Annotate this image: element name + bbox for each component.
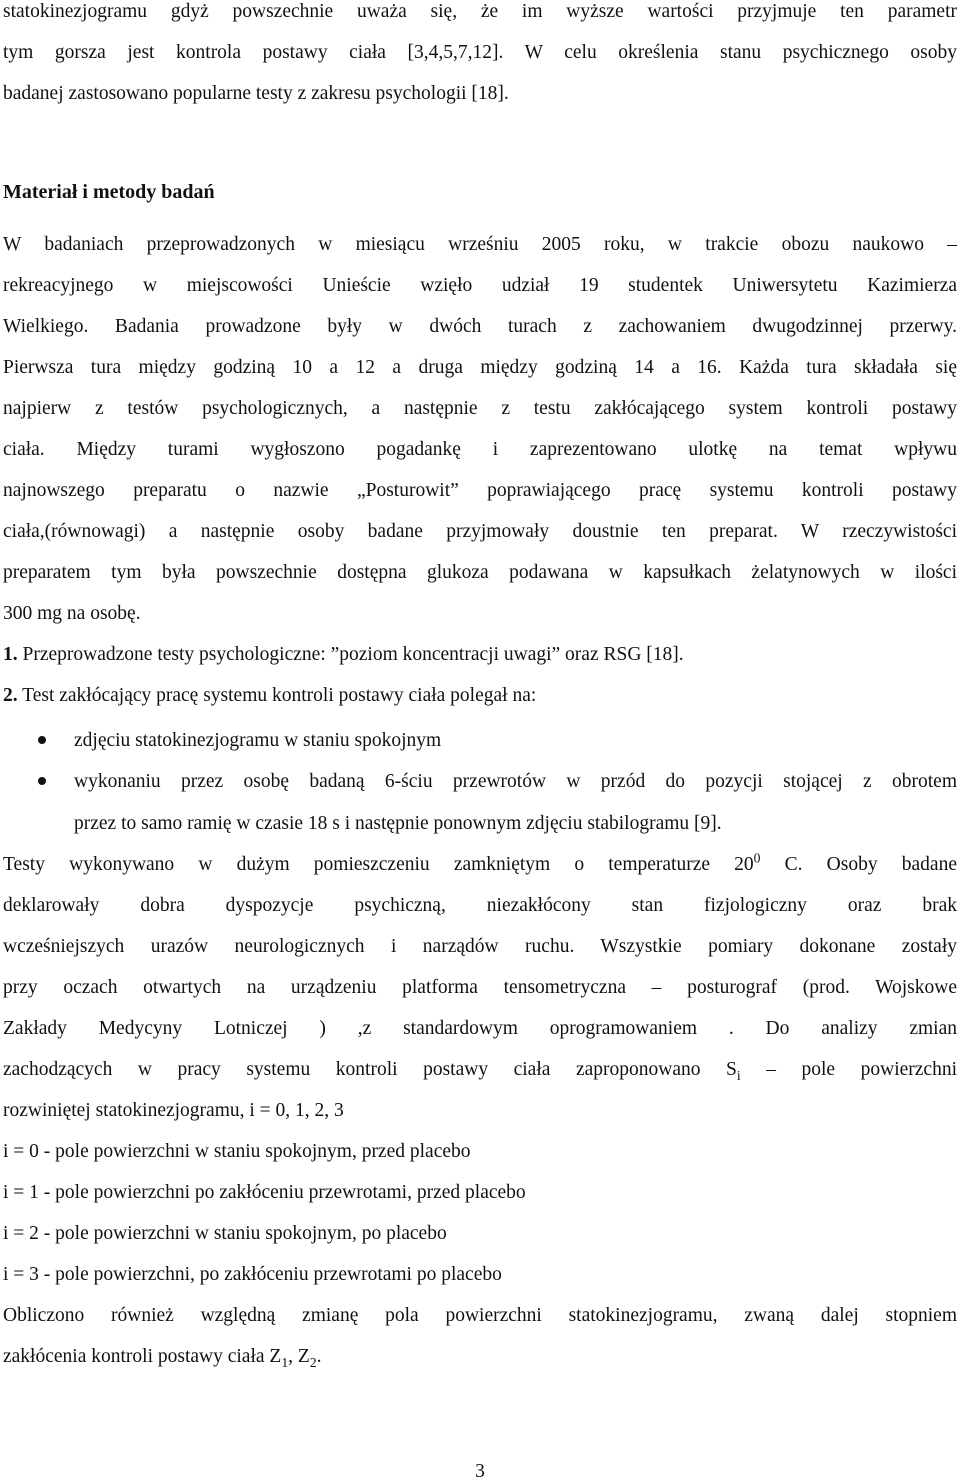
z-subscript-2: 2 bbox=[309, 1354, 317, 1370]
methods-line-4: Pierwsza tura między godziną 10 a 12 a druga między godziną 14 a 16. Każda tura składała się bbox=[3, 357, 957, 378]
intro-line-3: badanej zastosowano popularne testy z zakresu psychologii [18]. bbox=[3, 83, 509, 104]
methods-line-5: najpierw z testów psychologicznych, a następnie z testu zakłócającego system kontroli postawy bbox=[3, 398, 957, 419]
list-item-1-number: 1. bbox=[3, 644, 18, 665]
methods-line-6: ciała. Między turami wygłoszono pogadankę i zaprezentowano ulotkę na temat wpływu bbox=[3, 439, 957, 460]
body-line-3: przy oczach otwartych na urządzeniu platforma tensometryczna – posturograf (prod. Wojskowe bbox=[3, 977, 957, 998]
z-text: zakłócenia kontroli postawy ciała Z bbox=[3, 1346, 282, 1367]
bullet-item-2: wykonaniu przez osobę badaną 6-ściu przewrotów w przód do pozycji stojącej z obrotem bbox=[74, 771, 957, 792]
list-item-2 bbox=[3, 684, 957, 708]
temperature-text: Testy wykonywano w dużym pomieszczeniu zamkniętym o temperaturze 20 bbox=[3, 854, 754, 875]
si-text: zachodzących w pracy systemu kontroli postawy ciała zaproponowano S bbox=[3, 1059, 737, 1080]
si-text-after: – pole powierzchni bbox=[740, 1059, 957, 1080]
page-number: 3 bbox=[475, 1461, 485, 1482]
methods-line-10: 300 mg na osobę. bbox=[3, 603, 141, 624]
i-definition-1: i = 1 - pole powierzchni po zakłóceniu przewrotami, przed placebo bbox=[3, 1182, 526, 1203]
z-text-mid: , Z bbox=[288, 1346, 310, 1367]
intro-line-1: statokinezjogramu gdyż powszechnie uważa się, że im wyższe wartości przyjmuje ten parametr bbox=[3, 1, 957, 22]
methods-line-3: Wielkiego. Badania prowadzone były w dwóch turach z zachowaniem dwugodzinnej przerwy. bbox=[3, 316, 957, 337]
methods-line-1: W badaniach przeprowadzonych w miesiącu wrześniu 2005 roku, w trakcie obozu naukowo – bbox=[3, 234, 957, 255]
si-line bbox=[3, 1058, 957, 1082]
body-line-4: Zakłady Medycyny Lotniczej ) ,z standardowym oprogramowaniem . Do analizy zmian bbox=[3, 1018, 957, 1039]
z-text-after: . bbox=[316, 1346, 322, 1367]
intro-line-2: tym gorsza jest kontrola postawy ciała [3,4,5,7,12]. W celu określenia stanu psychicznego osoby bbox=[3, 42, 957, 63]
bullet-item-1: zdjęciu statokinezjogramu w staniu spokojnym bbox=[74, 730, 442, 751]
i-definition-0: i = 0 - pole powierzchni w staniu spokojnym, przed placebo bbox=[3, 1141, 471, 1162]
temperature-text-after: C. Osoby badane bbox=[760, 854, 957, 875]
body-line-1: deklarowały dobra dyspozycje psychiczną, niezakłócony stan fizjologiczny oraz brak bbox=[3, 895, 957, 916]
list-item-2-text: Test zakłócający pracę systemu kontroli postawy ciała polegał na: bbox=[17, 685, 537, 706]
i-definition-intro: rozwiniętej statokinezjogramu, i = 0, 1, 2, 3 bbox=[3, 1100, 344, 1121]
methods-line-8: ciała,(równowagi) a następnie osoby badane przyjmowały doustnie ten preparat. W rzeczywistości bbox=[3, 521, 957, 542]
body-line-2: wcześniejszych urazów neurologicznych i narządów ruchu. Wszystkie pomiary dokonane zostały bbox=[3, 936, 957, 957]
methods-line-9: preparatem tym była powszechnie dostępna glukoza podawana w kapsułkach żelatynowych w ilości bbox=[3, 562, 957, 583]
bullet-item-2-continued: przez to samo ramię w czasie 18 s i następnie ponownym zdjęciu stabilogramu [9]. bbox=[74, 813, 722, 834]
bullet-dot-icon bbox=[38, 736, 46, 744]
bullet-dot-icon bbox=[38, 777, 46, 785]
list-item-1-text: Przeprowadzone testy psychologiczne: ”poziom koncentracji uwagi” oraz RSG [18]. bbox=[17, 644, 684, 665]
methods-line-2: rekreacyjnego w miejscowości Unieście wzięło udział 19 studentek Uniwersytetu Kazimierza bbox=[3, 275, 957, 296]
i-definition-2: i = 2 - pole powierzchni w staniu spokojnym, po placebo bbox=[3, 1223, 447, 1244]
z-subscript-1: 1 bbox=[281, 1354, 289, 1370]
i-definition-3: i = 3 - pole powierzchni, po zakłóceniu przewrotami po placebo bbox=[3, 1264, 502, 1285]
list-item-1 bbox=[3, 643, 957, 667]
section-heading: Materiał i metody badań bbox=[3, 181, 215, 203]
z-line bbox=[3, 1345, 957, 1369]
temperature-superscript: 0 bbox=[753, 850, 761, 866]
methods-line-7: najnowszego preparatu o nazwie „Posturowit” poprawiającego pracę systemu kontroli postawy bbox=[3, 480, 957, 501]
si-subscript: i bbox=[736, 1067, 741, 1083]
final-line: Obliczono również względną zmianę pola powierzchni statokinezjogramu, zwaną dalej stopniem bbox=[3, 1305, 957, 1326]
temperature-line bbox=[3, 850, 957, 877]
list-item-2-number: 2. bbox=[3, 685, 18, 706]
